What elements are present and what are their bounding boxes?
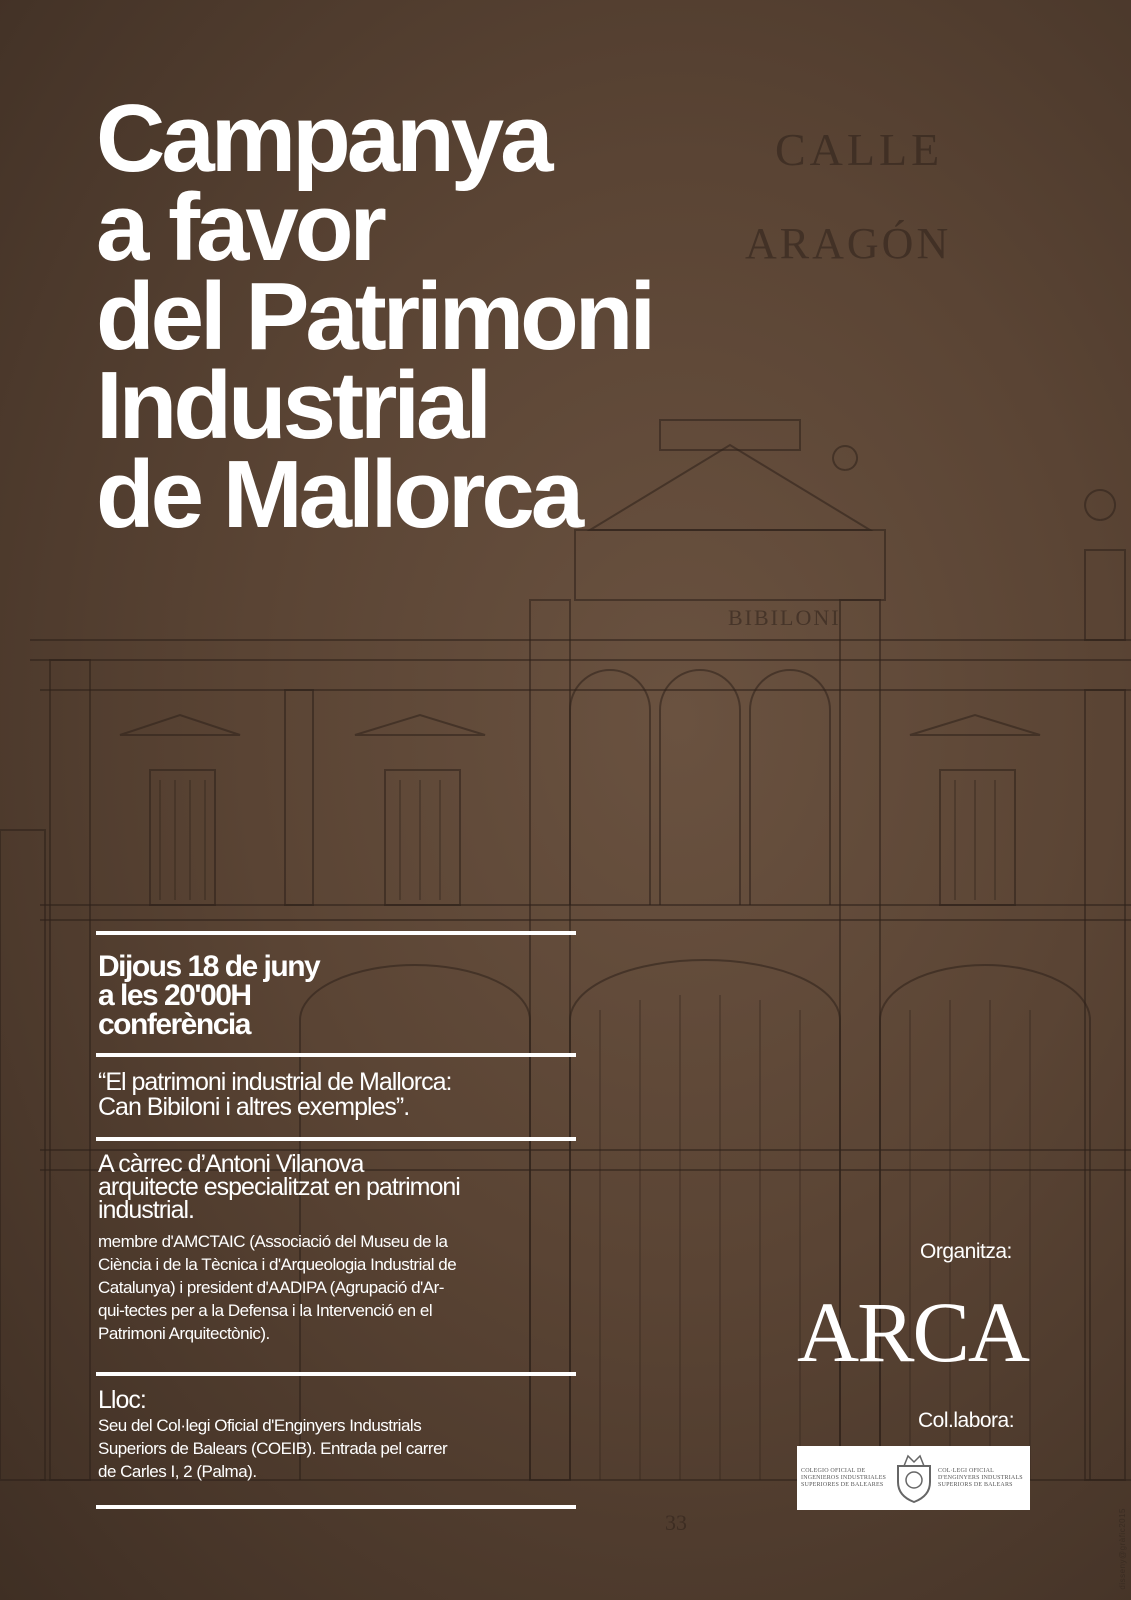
speaker-line: A càrrec d’Antoni Vilanova [98,1150,364,1178]
street-label-1: CALLE [775,124,944,175]
bio-line: Catalunya) i president d'AADIPA (Agrupació d'Ar- [98,1278,444,1297]
place-line: Seu del Col·legi Oficial d'Enginyers Industrials [98,1416,422,1435]
place-line: de Carles I, 2 (Palma). [98,1462,257,1481]
speaker-line: arquitecte especialitzat en patrimoni [98,1173,460,1201]
collaborator-name-ca: COL·LEGI OFICIAL D'ENGINYERS INDUSTRIALS SUPERIORS DE BALEARS [938,1467,1023,1488]
poster-title [96,85,653,548]
title-line: de Mallorca [96,441,581,548]
divider [96,1137,576,1141]
title-line: del Patrimoni [96,263,653,370]
collaborator-label: Col.labora: [918,1409,1015,1432]
bio-line: Ciència i de la Tècnica i d'Arqueologia Industrial de [98,1255,457,1274]
speaker-block [98,1150,578,1345]
speaker-heading [98,1150,578,1224]
place-line: Superiors de Balears (COEIB). Entrada pel carrer [98,1439,448,1458]
title-line: a favor [96,174,383,281]
design-credit: disseny@gràfic2015 [1118,1508,1127,1590]
speaker-line: industrial. [98,1196,194,1224]
arca-logo [797,1283,1037,1373]
title-line: Industrial [96,352,489,459]
seal-icon [892,1452,936,1504]
title-line: Campanya [96,85,550,192]
date-line: conferència [98,1008,250,1041]
place-label: Lloc: [98,1386,146,1414]
organizer-label: Organitza: [920,1240,1012,1263]
divider [96,1505,576,1509]
organizer-name: ARCA [797,1284,1028,1373]
bio-line: membre d'AMCTAIC (Associació del Museu de la [98,1232,448,1251]
bio-line: qui-tectes per a la Defensa i la Intervenció en el [98,1301,433,1320]
date-line: Dijous 18 de juny [98,950,320,983]
talk-title [98,1070,578,1120]
talk-title-line: “El patrimoni industrial de Mallorca: [98,1068,452,1096]
talk-title-line: Can Bibiloni i altres exemples”. [98,1093,410,1121]
place-block [98,1388,578,1483]
place-address [98,1414,578,1483]
bio-line: Patrimoni Arquitectònic). [98,1324,270,1343]
divider [96,1372,576,1376]
collaborator-name-es: COLEGIO OFICIAL DE INGENIEROS INDUSTRIALES SUPERIORES DE BALEARES [801,1467,887,1488]
sheet-number: 33 [665,1510,687,1535]
date-line: a les 20'00H [98,979,251,1012]
speaker-bio [98,1230,578,1345]
facade-sign: BIBILONI [728,605,841,630]
divider [96,931,576,935]
coeib-logo [797,1446,1030,1510]
street-label-2: ARAGÓN [745,219,952,268]
event-date [98,952,578,1039]
divider [96,1053,576,1057]
